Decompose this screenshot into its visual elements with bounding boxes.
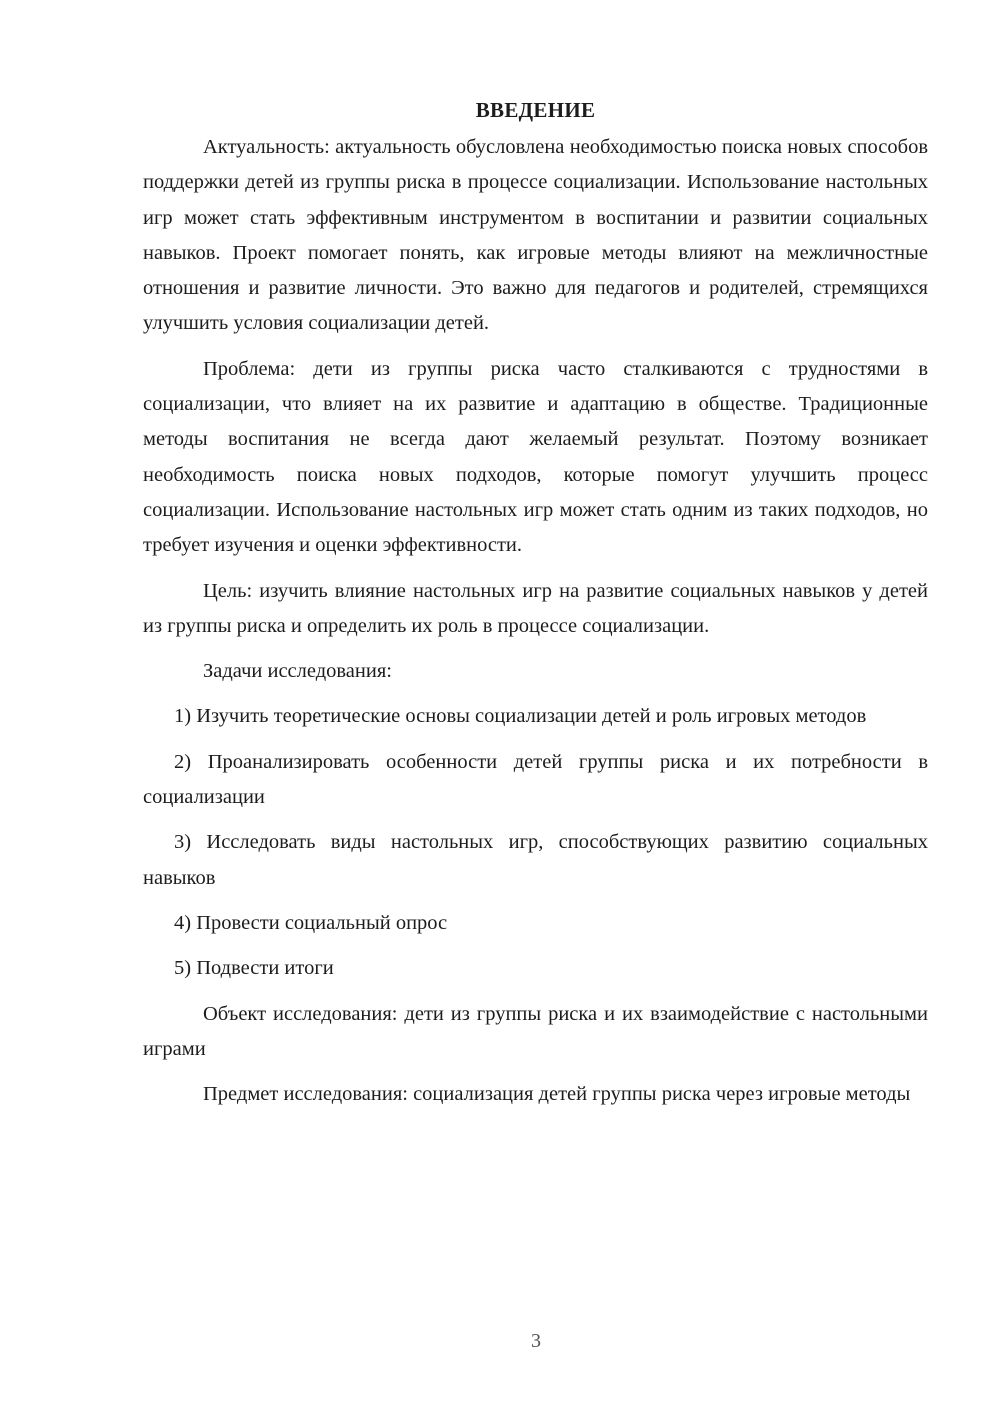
problem-paragraph: Проблема: дети из группы риска часто сталкиваются с трудностями в социализации, что влияет на их развитие и адаптацию в обществе. Традиционные методы воспитания не всегда дают желаемый результат. Поэтому возникает необходимость поиска новых подходов, которые помогут улучшить процесс социализации. Использование настольных игр может стать одним из таких подходов, но требует изучения и оценки эффективности. [143,357,928,557]
page-number: 3 [531,1330,541,1352]
document-page [143,93,928,1122]
tasks-heading: Задачи исследования: [203,660,392,683]
task-item-1: 1) Изучить теоретические основы социализации детей и роль игровых методов [174,705,867,728]
task-item-5: 5) Подвести итоги [174,957,334,980]
task-item-2: 2) Проанализировать особенности детей группы риска и их потребности в социализации [143,750,928,809]
task-item-3: 3) Исследовать виды настольных игр, способствующих развитию социальных навыков [143,831,928,889]
task-item-4: 4) Провести социальный опрос [174,911,448,934]
document-title: ВВЕДЕНИЕ [475,98,596,122]
goal-paragraph: Цель: изучить влияние настольных игр на развитие социальных навыков у детей из группы риска и определить их роль в процессе социализации. [143,579,928,637]
subject-paragraph: Предмет исследования: социализация детей группы риска через игровые методы [203,1083,911,1106]
relevance-paragraph: Актуальность: актуальность обусловлена необходимостью поиска новых способов поддержки детей из группы риска в процессе социализации. Использование настольных игр может стать эффективным инструментом в воспитании и развитии социальных навыков. Проект помогает понять, как игровые методы влияют на межличностные отношения и развитие личности. Это важно для педагогов и родителей, стремящихся улучшить условия социализации детей. [143,136,928,335]
object-paragraph: Объект исследования: дети из группы риска и их взаимодействие с настольными играми [143,1002,928,1060]
